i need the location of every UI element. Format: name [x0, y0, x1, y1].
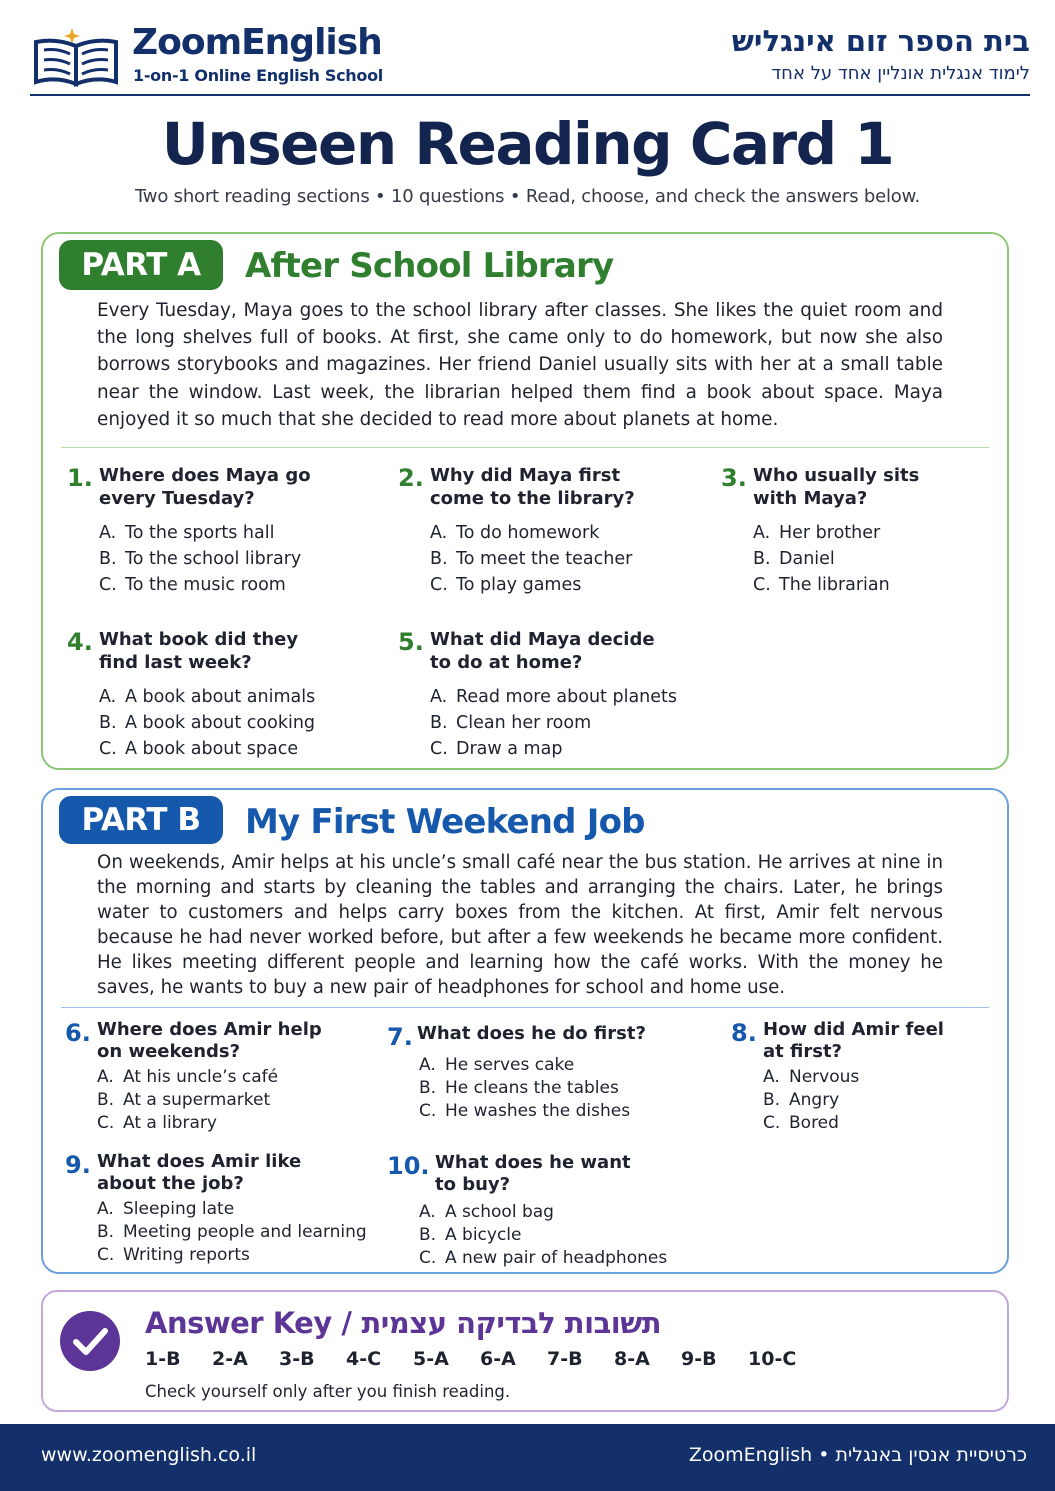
page-subtitle: Two short reading sections • 10 questions • Read, choose, and check the answers below.	[134, 186, 921, 207]
question-text: What book did they find last week?	[99, 629, 299, 673]
part-a-badge: PART A	[59, 240, 223, 290]
answer-options	[99, 684, 315, 762]
option-c[interactable]: C. The librarian	[753, 575, 890, 595]
part-b-section	[41, 788, 1009, 1274]
question-text: What does he do first?	[417, 1023, 646, 1044]
option-c[interactable]: C. A new pair of headphones	[419, 1248, 668, 1268]
option-a[interactable]: A. To do homework	[430, 523, 600, 543]
answer-options	[419, 1054, 630, 1123]
option-c[interactable]: C. To the music room	[99, 575, 286, 595]
question-text: What does he want to buy?	[435, 1152, 631, 1195]
question-text: What does Amir like about the job?	[97, 1151, 302, 1194]
answer-item: 5-A	[413, 1348, 449, 1370]
option-b[interactable]: B. Angry	[763, 1090, 840, 1110]
question-number: 8.	[731, 1019, 757, 1047]
answer-item: 3-B	[279, 1348, 315, 1370]
option-a[interactable]: A. Read more about planets	[430, 687, 678, 707]
answer-item: 8-A	[614, 1348, 650, 1370]
part-a-section	[41, 232, 1009, 770]
option-a[interactable]: A. A school bag	[419, 1202, 554, 1222]
answer-item: 6-A	[480, 1348, 516, 1370]
hebrew-tagline: לימוד אנגלית אונליין אחד על אחד	[771, 63, 1030, 84]
page-header	[30, 12, 1030, 96]
option-b[interactable]: B. To the school library	[99, 549, 302, 569]
zoomenglish-logo[interactable]	[30, 12, 390, 92]
question-text: Where does Maya go every Tuesday?	[99, 465, 311, 509]
answer-options	[430, 684, 677, 762]
part-b-passage: On weekends, Amir helps at his uncle’s small café near the bus station. He arrives at nine in the morning and starts by cleaning the tables and arranging the chairs. Later, he brings water to customers and helps carry boxes from the kitchen. At first, Amir felt nervous because he had never worked before, but after a few weekends he became more confident. He likes meeting different people and learning how the café works. With the money he saves, he wants to buy a new pair of headphones for school and home use.	[97, 852, 943, 998]
question-text: What did Maya decide to do at home?	[430, 629, 655, 673]
option-c[interactable]: C. Bored	[763, 1113, 839, 1133]
hebrew-school-name: בית הספר זום אינגליש	[731, 24, 1030, 58]
option-a[interactable]: A. Sleeping late	[97, 1199, 235, 1219]
option-a[interactable]: A. Her brother	[753, 523, 881, 543]
answer-item: 10-C	[748, 1348, 797, 1370]
part-a-passage: Every Tuesday, Maya goes to the school library after classes. She likes the quiet room and the long shelves full of books. At first, she came only to do homework, but now she also borrows storybooks and magazines. Her friend Daniel usually sits with her at a small table near the window. Last week, the librarian helped them find a book about space. Maya enjoyed it so much that she decided to read more about planets at home.	[97, 300, 943, 430]
answer-item: 1-B	[145, 1348, 181, 1370]
option-b[interactable]: B. Daniel	[753, 549, 835, 569]
option-a[interactable]: A. To the sports hall	[99, 523, 275, 543]
option-a[interactable]: A. Nervous	[763, 1067, 860, 1087]
answer-item: 2-A	[212, 1348, 248, 1370]
answer-options	[419, 1201, 667, 1270]
question-number: 2.	[398, 464, 424, 492]
part-b-badge: PART B	[59, 796, 223, 844]
answer-item: 4-C	[346, 1348, 382, 1370]
question-number: 6.	[65, 1019, 91, 1047]
question-number: 3.	[721, 464, 747, 492]
option-b[interactable]: B. At a supermarket	[97, 1090, 271, 1110]
option-b[interactable]: B. To meet the teacher	[430, 549, 633, 569]
answer-options	[430, 520, 632, 598]
option-a[interactable]: A. At his uncle’s café	[97, 1067, 279, 1087]
divider	[61, 447, 989, 448]
page-title: Unseen Reading Card 1	[161, 110, 894, 178]
answer-options	[97, 1198, 367, 1267]
option-b[interactable]: B. Meeting people and learning	[97, 1222, 367, 1242]
option-c[interactable]: C. Writing reports	[97, 1245, 250, 1265]
question-text: Where does Amir help on weekends?	[97, 1019, 322, 1062]
brand-name: ZoomEnglish	[132, 22, 382, 63]
question-text: Who usually sits with Maya?	[753, 465, 920, 509]
question-number: 5.	[398, 628, 424, 656]
checkmark-circle-icon	[59, 1310, 121, 1372]
answer-options	[763, 1066, 859, 1135]
question-number: 10.	[387, 1152, 430, 1180]
answer-options	[99, 520, 301, 598]
answer-options	[753, 520, 890, 598]
answer-item: 7-B	[547, 1348, 583, 1370]
page-footer	[0, 1424, 1055, 1491]
option-c[interactable]: C. At a library	[97, 1113, 217, 1133]
divider	[61, 1007, 989, 1008]
answer-options	[97, 1066, 278, 1135]
question-number: 1.	[67, 464, 93, 492]
answer-key-box	[41, 1290, 1009, 1412]
footer-brand: ZoomEnglish • כרטיסיית אנסין באנגלית	[688, 1444, 1027, 1466]
option-b[interactable]: B. A bicycle	[419, 1225, 522, 1245]
option-c[interactable]: C. A book about space	[99, 739, 299, 759]
option-c[interactable]: C. Draw a map	[430, 739, 563, 759]
part-a-title: After School Library	[245, 246, 614, 286]
answer-key-title: Answer Key / תשובות לבדיקה עצמית	[145, 1306, 662, 1340]
option-b[interactable]: B. A book about cooking	[99, 713, 316, 733]
question-number: 9.	[65, 1151, 91, 1179]
question-number: 4.	[67, 628, 93, 656]
option-b[interactable]: B. Clean her room	[430, 713, 592, 733]
option-a[interactable]: A. A book about animals	[99, 687, 316, 707]
option-b[interactable]: B. He cleans the tables	[419, 1078, 619, 1098]
part-b-title: My First Weekend Job	[245, 802, 645, 842]
answer-key-note: Check yourself only after you finish reading.	[145, 1382, 511, 1401]
answer-list	[145, 1348, 815, 1370]
question-text: How did Amir feel at first?	[763, 1019, 944, 1062]
answer-item: 9-B	[681, 1348, 717, 1370]
option-a[interactable]: A. He serves cake	[419, 1055, 575, 1075]
question-text: Why did Maya first come to the library?	[430, 465, 635, 509]
brand-tagline: 1-on-1 Online English School	[133, 66, 383, 85]
open-book-icon	[32, 20, 122, 88]
question-number: 7.	[387, 1023, 413, 1051]
option-c[interactable]: C. To play games	[430, 575, 582, 595]
option-c[interactable]: C. He washes the dishes	[419, 1101, 631, 1121]
website-link[interactable]: www.zoomenglish.co.il	[41, 1444, 257, 1466]
